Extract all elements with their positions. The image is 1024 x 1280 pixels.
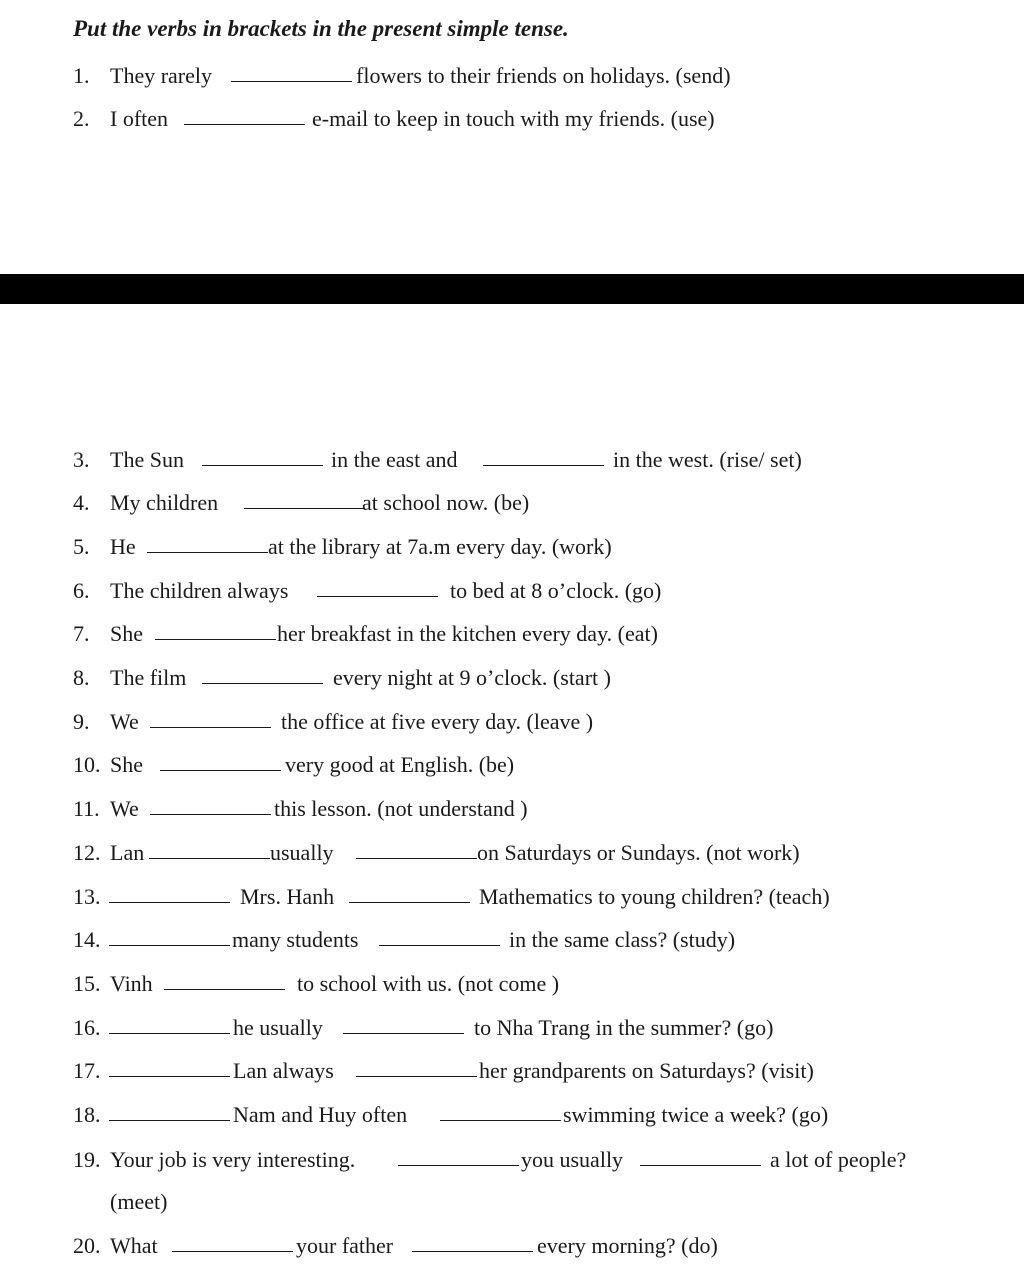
answer-blank[interactable]	[440, 1120, 561, 1121]
sentence-fragment: her breakfast in the kitchen every day. (eat)	[277, 621, 658, 646]
item-number: 8.	[73, 665, 90, 690]
answer-blank[interactable]	[202, 465, 323, 466]
sentence-fragment: e-mail to keep in touch with my friends. (use)	[312, 106, 715, 131]
answer-blank[interactable]	[109, 945, 230, 946]
sentence-fragment: a lot of people?	[770, 1147, 907, 1172]
item-number: 6.	[73, 578, 90, 603]
sentence-fragment: every morning? (do)	[537, 1233, 718, 1258]
answer-blank[interactable]	[356, 1076, 477, 1077]
sentence-fragment: I often	[110, 106, 169, 131]
sentence-fragment: you usually	[521, 1147, 624, 1172]
item-number: 1.	[73, 63, 90, 88]
answer-blank[interactable]	[202, 683, 323, 684]
answer-blank[interactable]	[160, 770, 281, 771]
sentence-fragment: We	[110, 709, 139, 734]
answer-blank[interactable]	[231, 81, 352, 82]
sentence-fragment: The Sun	[110, 447, 184, 472]
answer-blank[interactable]	[398, 1165, 519, 1166]
sentence-fragment: very good at English. (be)	[285, 752, 515, 777]
sentence-fragment: He	[110, 534, 136, 559]
item-number: 4.	[73, 490, 90, 515]
item-number: 18.	[73, 1102, 101, 1127]
item-number: 11.	[73, 796, 100, 821]
sentence-fragment: The children always	[110, 578, 289, 603]
item-number: 14.	[73, 927, 101, 952]
sentence-fragment: in the west. (rise/ set)	[613, 447, 802, 472]
item-number: 20.	[73, 1233, 101, 1258]
answer-blank[interactable]	[349, 902, 470, 903]
answer-blank[interactable]	[150, 727, 271, 728]
answer-blank[interactable]	[109, 1076, 230, 1077]
sentence-fragment: in the east and	[331, 447, 458, 472]
sentence-fragment: Mathematics to young children? (teach)	[479, 884, 830, 909]
item-number: 3.	[73, 447, 90, 472]
sentence-fragment: in the same class? (study)	[509, 927, 736, 952]
answer-blank[interactable]	[147, 552, 268, 553]
sentence-fragment: usually	[270, 840, 334, 865]
answer-blank[interactable]	[412, 1251, 533, 1252]
sentence-fragment: to school with us. (not come )	[297, 971, 560, 996]
item-number: 17.	[73, 1058, 101, 1083]
sentence-fragment: Lan	[110, 840, 145, 865]
answer-blank[interactable]	[356, 858, 477, 859]
sentence-fragment: your father	[296, 1233, 394, 1258]
answer-blank[interactable]	[109, 1120, 230, 1121]
sentence-fragment: They rarely	[110, 63, 212, 88]
item-number: 16.	[73, 1015, 101, 1040]
item-number: 12.	[73, 840, 101, 865]
sentence-fragment: She	[110, 752, 143, 777]
answer-blank[interactable]	[640, 1165, 761, 1166]
sentence-fragment: Lan always	[233, 1058, 334, 1083]
sentence-fragment: many students	[232, 927, 359, 952]
item-number: 13.	[73, 884, 101, 909]
sentence-fragment: the office at five every day. (leave )	[281, 709, 594, 734]
sentence-fragment: Mrs. Hanh	[240, 884, 335, 909]
answer-blank[interactable]	[317, 596, 438, 597]
sentence-fragment: on Saturdays or Sundays. (not work)	[477, 840, 800, 865]
sentence-fragment: Your job is very interesting.	[110, 1147, 356, 1172]
item-number: 9.	[73, 709, 90, 734]
item-number: 2.	[73, 106, 90, 131]
answer-blank[interactable]	[172, 1251, 293, 1252]
sentence-fragment: What	[110, 1233, 158, 1258]
sentence-fragment: her grandparents on Saturdays? (visit)	[479, 1058, 814, 1083]
answer-blank[interactable]	[155, 639, 276, 640]
item-number: 19.	[73, 1147, 101, 1172]
sentence-fragment: We	[110, 796, 139, 821]
item-number: 5.	[73, 534, 90, 559]
instruction-heading: Put the verbs in brackets in the present simple tense.	[73, 16, 569, 41]
sentence-fragment: to bed at 8 o’clock. (go)	[450, 578, 662, 603]
sentence-continuation: (meet)	[110, 1189, 168, 1214]
sentence-fragment: to Nha Trang in the summer? (go)	[474, 1015, 774, 1040]
item-number: 10.	[73, 752, 101, 777]
sentence-fragment: The film	[110, 665, 187, 690]
sentence-fragment: he usually	[233, 1015, 323, 1040]
answer-blank[interactable]	[164, 989, 285, 990]
answer-blank[interactable]	[150, 814, 271, 815]
sentence-fragment: at the library at 7a.m every day. (work)	[268, 534, 612, 559]
sentence-fragment: Vinh	[110, 971, 153, 996]
sentence-fragment: every night at 9 o’clock. (start )	[333, 665, 611, 690]
answer-blank[interactable]	[109, 1033, 230, 1034]
sentence-fragment: Nam and Huy often	[233, 1102, 408, 1127]
sentence-fragment: at school now. (be)	[362, 490, 530, 515]
answer-blank[interactable]	[379, 945, 500, 946]
answer-blank[interactable]	[244, 508, 365, 509]
answer-blank[interactable]	[184, 124, 305, 125]
answer-blank[interactable]	[343, 1033, 464, 1034]
sentence-fragment: flowers to their friends on holidays. (send)	[356, 63, 731, 88]
answer-blank[interactable]	[149, 858, 270, 859]
sentence-fragment: swimming twice a week? (go)	[563, 1102, 829, 1127]
redaction-bar	[0, 274, 1024, 304]
item-number: 15.	[73, 971, 101, 996]
item-number: 7.	[73, 621, 90, 646]
answer-blank[interactable]	[109, 902, 230, 903]
sentence-fragment: My children	[110, 490, 219, 515]
sentence-fragment: She	[110, 621, 143, 646]
answer-blank[interactable]	[483, 465, 604, 466]
sentence-fragment: this lesson. (not understand )	[274, 796, 528, 821]
